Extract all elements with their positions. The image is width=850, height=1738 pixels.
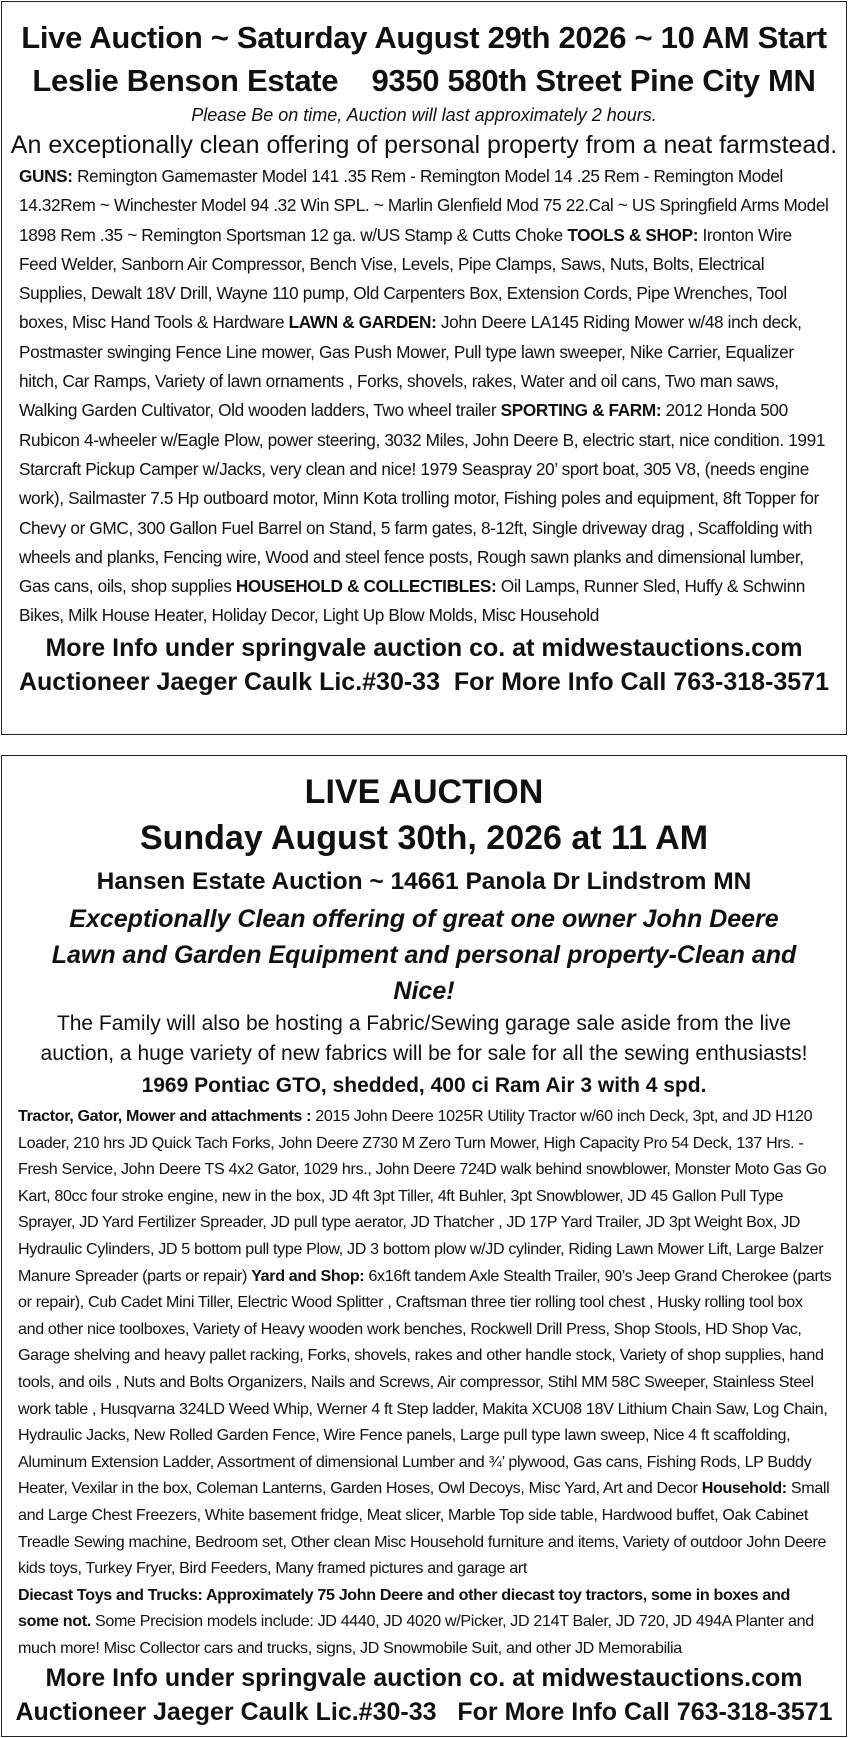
tagline: Exceptionally Clean offering of great one owner John Deere Lawn and Garden Equipment and personal property-Clean and Nice!	[51, 905, 797, 1005]
section-text-household: Oil Lamps, Runner Sled, Huffy & Schwinn Bikes, Milk House Heater, Holiday Decor, Light Up Blow Molds, Misc Household	[19, 576, 805, 626]
section-text-lawn: John Deere LA145 Riding Mower w/48 inch deck, Postmaster swinging Fence Line mower, Gas Push Mower, Pull type lawn sweeper, Nike Carrier, Equalizer hitch, Car Ramps, Variety of lawn ornaments , Forks, shovels, rakes, Water and oil cans, Two man saws, Walking Garden Cultivator, Old wooden ladders, Two wheel trailer	[19, 312, 802, 421]
auction-ad-benson	[1, 1, 847, 735]
section-text-diecast: Some Precision models include: JD 4440, JD 4020 w/Picker, JD 214T Baler, JD 720, JD 494A Planter and much more! Misc Collector cars and trucks, signs, JD Snowmobile Suit, and other JD Memorabilia	[18, 1612, 814, 1657]
intro: An exceptionally clean offering of personal property from a neat farmstead.	[10, 131, 838, 159]
section-text-guns: Remington Gamemaster Model 141 .35 Rem - Remington Model 14 .25 Rem - Remington Model 14.32Rem ~ Winchester Model 94 .32 Win SPL. ~ Marlin Glenfield Mod 75 22.Cal ~ US Springfield Arms Model 1898 Rem .35 ~ Remington Sportsman 12 ga. w/US Stamp & Cutts Choke	[19, 166, 829, 245]
section-text-tools: Ironton Wire Feed Welder, Sanborn Air Compressor, Bench Vise, Levels, Pipe Clamps, Saws, Nuts, Bolts, Electrical Supplies, Dewalt 18V Drill, Wayne 110 pump, Old Carpenters Box, Extension Cords, Pipe Wrenches, Tool boxes, Misc Hand Tools & Hardware	[19, 224, 792, 333]
auction-ad-hansen	[1, 755, 847, 1737]
featured-item: 1969 Pontiac GTO, shedded, 400 ci Ram Air 3 with 4 spd.	[141, 1074, 707, 1097]
ad-title: LIVE AUCTION	[304, 773, 544, 811]
section-heading-tools: TOOLS & SHOP:	[567, 224, 699, 245]
section-heading-household: HOUSEHOLD & COLLECTIBLES:	[235, 576, 497, 597]
headline: Live Auction ~ Saturday August 29th 2026 ~ 10 AM Start	[21, 20, 827, 55]
more-info: More Info under springvale auction co. at midwestauctions.com	[45, 1664, 803, 1693]
section-heading-tractor: Tractor, Gator, Mower and attachments :	[18, 1107, 312, 1125]
section-heading-diecast: Diecast Toys and Trucks: Approximately 75 John Deere and other diecast toy tractors, some in boxes and some not.	[18, 1585, 790, 1631]
attendance-note: Please Be on time, Auction will last approximately 2 hours.	[191, 105, 657, 125]
item-list	[2, 1103, 846, 1582]
section-text-household: Small and Large Chest Freezers, White basement fridge, Meat slicer, Marble Top side table, Hardwood buffet, Oak Cabinet Treadle Sewing machine, Bedroom set, Other clean Misc Household furniture and items, Variety of outdoor John Deere kids toys, Turkey Fryer, Bird Feeders, Many framed pictures and garage art	[18, 1479, 830, 1578]
diecast-section	[2, 1582, 846, 1662]
section-text-sporting: 2012 Honda 500 Rubicon 4-wheeler w/Eagle Plow, power steering, 3032 Miles, John Deere B, electric start, nice condition. 1991 Starcraft Pickup Camper w/Jacks, very clean and nice! 1979 Seaspray 20’ sport boat, 305 V8, (needs engine work), Sailmaster 7.5 Hp outboard motor, Minn Kota trolling motor, Fishing poles and equipment, 8ft Topper for Chevy or GMC, 300 Gallon Fuel Barrel on Stand, 5 farm gates, 8-12ft, Single driveway drag , Scaffolding with wheels and planks, Fencing wire, Wood and steel fence posts, Rough sawn planks and dimensional lumber, Gas cans, oils, shop supplies	[19, 400, 826, 597]
sewing-sale-note: The Family will also be hosting a Fabric/Sewing garage sale aside from the live auction, a huge variety of new fabrics will be for sale for all the sewing enthusiasts!	[40, 1012, 808, 1065]
section-heading-sporting: SPORTING & FARM:	[500, 400, 662, 421]
location: Hansen Estate Auction ~ 14661 Panola Dr Lindstrom MN	[96, 868, 752, 895]
auction-date: Sunday August 30th, 2026 at 11 AM	[139, 819, 709, 857]
auctioneer-info: Auctioneer Jaeger Caulk Lic.#30-33 For More Info Call 763-318-3571	[15, 1698, 833, 1727]
more-info: More Info under springvale auction co. at midwestauctions.com	[45, 633, 803, 662]
section-heading-lawn: LAWN & GARDEN:	[288, 312, 437, 333]
section-text-yard: 6x16ft tandem Axle Stealth Trailer, 90’s Jeep Grand Cherokee (parts or repair), Cub Cadet Mini Tiller, Electric Wood Splitter , Craftsman three tier rolling tool chest , Husky rolling tool box and other nice toolboxes, Variety of Heavy wooden work benches, Rockwell Drill Press, Shop Stools, HD Shop Vac, Garage shelving and heavy pallet racking, Forks, shovels, rakes and other handle stock, Variety of shop supplies, hand tools, and oils , Nuts and Bolts Organizers, Nails and Screws, Air compressor, Stihl MM 58C Sweeper, Stainless Steel work table , Husqvarna 324LD Weed Whip, Werner 4 ft Step ladder, Makita XCU08 18V Lithium Chain Saw, Log Chain, Hydraulic Jacks, New Rolled Garden Fence, Wire Fence panels, Large pull type lawn sweep, Nice 4 ft scaffolding, Aluminum Extension Ladder, Assortment of dimensional Lumber and ¾’ plywood, Gas cans, Fishing Rods, LP Buddy Heater, Vexilar in the box, Coleman Lanterns, Garden Hoses, Owl Decoys, Misc Yard, Art and Decor	[18, 1266, 832, 1498]
section-text-tractor: 2015 John Deere 1025R Utility Tractor w/60 inch Deck, 3pt, and JD H120 Loader, 210 hrs JD Quick Tach Forks, John Deere Z730 M Zero Turn Mower, High Capacity Pro 54 Deck, 137 Hrs. - Fresh Service, John Deere TS 4x2 Gator, 1029 hrs., John Deere 724D walk behind snowblower, Monster Moto Gas Go Kart, 80cc four stroke engine, new in the box, JD 4ft 3pt Tiller, 4ft Buhler, 3pt Snowblower, JD 45 Gallon Pull Type Sprayer, JD Yard Fertilizer Spreader, JD pull type aerator, JD Thatcher , JD 17P Yard Trailer, JD 3pt Weight Box, JD Hydraulic Cylinders, JD 5 bottom pull type Plow, JD 3 bottom plow w/JD cylinder, Riding Lawn Mower Lift, Large Balzer Manure Spreader (parts or repair)	[18, 1107, 827, 1285]
section-heading-household: Household:	[701, 1479, 787, 1498]
location: Leslie Benson Estate 9350 580th Street Pine City MN	[32, 63, 816, 98]
section-heading-yard: Yard and Shop:	[251, 1266, 365, 1285]
item-list	[2, 162, 846, 631]
section-heading-guns: GUNS:	[19, 166, 73, 186]
auctioneer-info: Auctioneer Jaeger Caulk Lic.#30-33 For More Info Call 763-318-3571	[18, 667, 830, 696]
